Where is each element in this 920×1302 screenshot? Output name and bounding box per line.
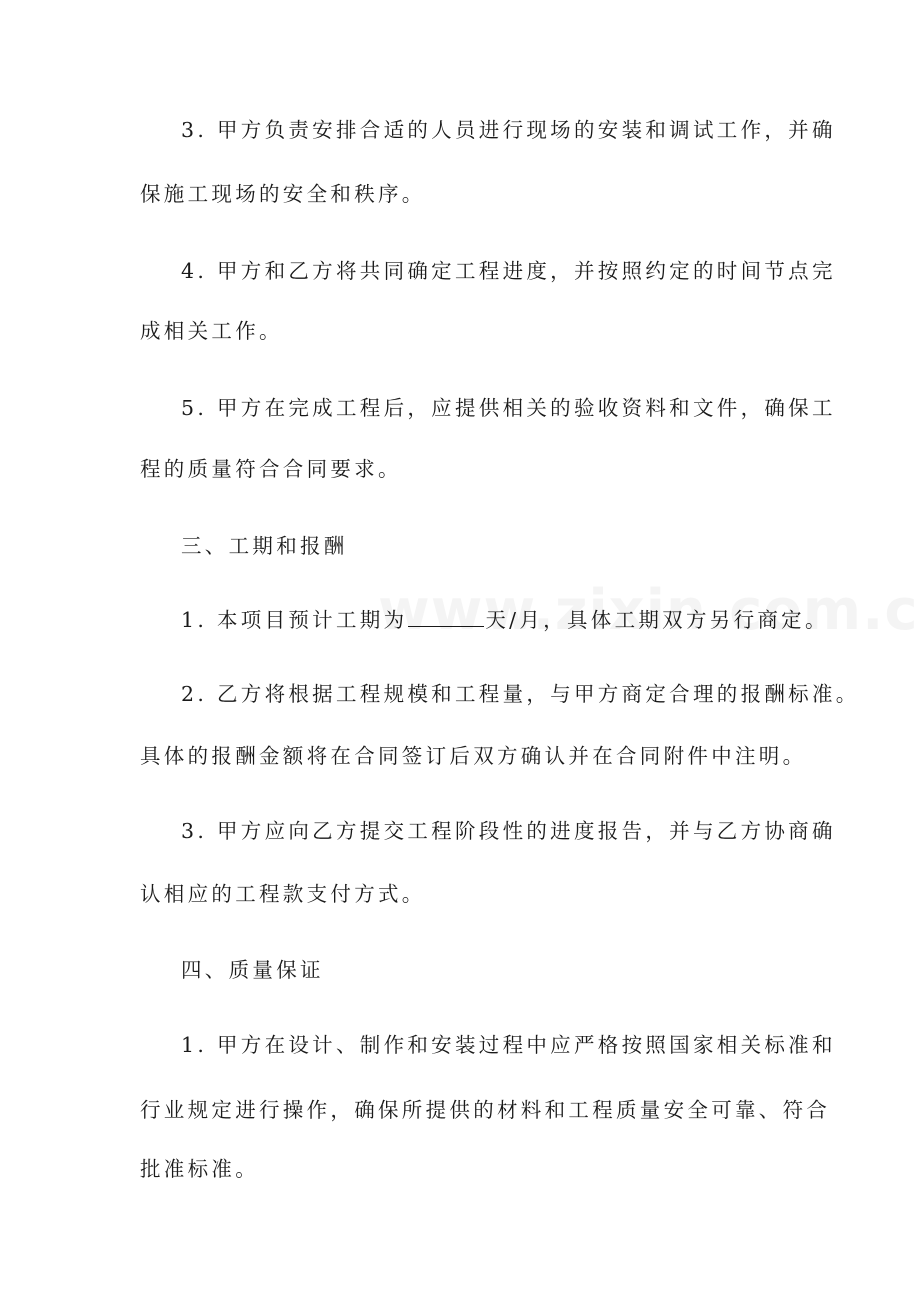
paragraph-line: 批准标准。 <box>140 1157 259 1181</box>
paragraph-line: 具体的报酬金额将在合同签订后双方确认并在合同附件中注明。 <box>140 744 807 768</box>
paragraph-line: 4. 甲方和乙方将共同确定工程进度，并按照约定的时间节点完 <box>181 259 836 283</box>
paragraph-line: 5. 甲方在完成工程后，应提供相关的验收资料和文件，确保工 <box>181 396 836 420</box>
paragraph-line: 认相应的工程款支付方式。 <box>140 882 426 906</box>
section-heading: 四、质量保证 <box>181 958 324 982</box>
fill-in-blank <box>408 606 484 627</box>
paragraph-line: 保施工现场的安全和秩序。 <box>140 182 426 206</box>
paragraph-line: 成相关工作。 <box>140 319 283 343</box>
paragraph-line: 程的质量符合合同要求。 <box>140 457 402 481</box>
paragraph-line: 行业规定进行操作，确保所提供的材料和工程质量安全可靠、符合 <box>140 1098 831 1122</box>
paragraph-line: 2. 乙方将根据工程规模和工程量，与甲方商定合理的报酬标准。 <box>181 682 860 706</box>
line-text-before-blank: 1. 本项目预计工期为 <box>181 608 408 632</box>
line-text-after-blank: 天/月，具体工期双方另行商定。 <box>485 608 829 632</box>
paragraph-line: 3. 甲方负责安排合适的人员进行现场的安装和调试工作，并确 <box>181 118 836 142</box>
paragraph-line: 1. 甲方在设计、制作和安装过程中应严格按照国家相关标准和 <box>181 1033 836 1057</box>
paragraph-line <box>181 606 829 634</box>
paragraph-line: 3. 甲方应向乙方提交工程阶段性的进度报告，并与乙方协商确 <box>181 819 836 843</box>
section-heading: 三、工期和报酬 <box>181 534 348 558</box>
